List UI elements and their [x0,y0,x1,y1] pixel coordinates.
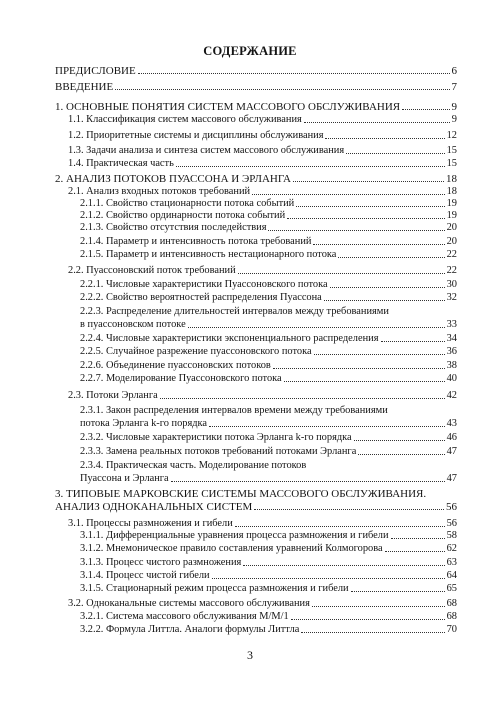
dot-leader [402,109,449,110]
dot-leader [171,481,445,482]
toc-entry[interactable] [55,101,457,113]
dot-leader [324,300,445,301]
toc-entry[interactable] [80,611,457,623]
dot-leader [209,426,445,427]
toc-entry-title: ПРЕДИСЛОВИЕ [55,65,136,77]
toc-page-number: 58 [446,530,457,541]
toc-page-number: 19 [446,210,457,221]
dot-leader [254,509,444,510]
dot-leader [385,551,445,552]
dot-leader [354,440,445,441]
toc-entry-title: 1. ОСНОВНЫЕ ПОНЯТИЯ СИСТЕМ МАССОВОГО ОБСЛУЖИВАНИЯ [55,101,401,113]
toc-page-number: 22 [446,265,457,276]
toc-entry[interactable] [80,279,457,291]
toc-entry[interactable] [68,186,457,198]
toc-entry-title: 2.1.3. Свойство отсутствия последействия [80,222,267,233]
dot-leader [314,354,445,355]
dot-leader [291,619,445,620]
toc-entry[interactable] [68,145,457,157]
toc-entry-continuation: в пуассоновском потоке [80,319,186,330]
toc-entry-title: 1.3. Задачи анализа и синтеза систем массового обслуживания [68,145,345,156]
toc-entry[interactable] [68,158,457,170]
toc-entry[interactable] [80,210,457,222]
toc-entry[interactable] [68,130,457,142]
dot-leader [115,89,449,90]
toc-entry[interactable] [55,173,457,185]
toc-entry[interactable] [80,333,457,345]
dot-leader [273,368,445,369]
toc-page-number: 33 [446,319,457,330]
toc-page-number: 12 [446,130,457,141]
toc-entry-title: 2.1.4. Параметр и интенсивность потока требований [80,236,312,247]
toc-page-number: 18 [446,186,457,197]
dot-leader [160,398,445,399]
dot-leader [312,606,445,607]
toc-page-number: 36 [446,346,457,357]
toc-page-number: 20 [446,222,457,233]
toc-entry-title: 1.4. Практическая часть [68,158,174,169]
toc-entry[interactable] [80,292,457,304]
toc-entry-continuation: Пуассона и Эрланга [80,473,169,484]
dot-leader [138,73,450,74]
dot-leader [252,194,445,195]
toc-page-number: 70 [446,624,457,635]
toc-page-number: 64 [446,570,457,581]
toc-entry[interactable] [68,598,457,610]
toc-entry[interactable] [80,373,457,385]
toc-entry-title: 2.1.5. Параметр и интенсивность нестационарного потока [80,249,337,260]
toc-entry[interactable] [80,583,457,595]
toc-entry[interactable] [80,530,457,542]
toc-entry[interactable] [80,557,457,569]
toc-entry[interactable] [55,81,457,93]
toc-page-number: 68 [446,611,457,622]
toc-page-number: 6 [451,65,457,77]
toc-entry-title: 3.1.4. Процесс чистой гибели [80,570,210,581]
dot-leader [391,538,445,539]
toc-page-number: 42 [446,390,457,401]
dot-leader [346,153,444,154]
toc-entry-title: 2.2.2. Свойство вероятностей распределения Пуассона [80,292,322,303]
dot-leader [287,218,444,219]
toc-page-number: 63 [446,557,457,568]
toc-entry-title: 2.2.5. Случайное разрежение пуассоновского потока [80,346,312,357]
toc-entry-title: 2.3.1. Закон распределения интервалов времени между требованиями [80,405,388,416]
toc-entry-title: 2.1.1. Свойство стационарности потока событий [80,198,295,209]
toc-entry[interactable] [80,418,457,430]
toc-entry-title: 2.2.4. Числовые характеристики экспоненциального распределения [80,333,379,344]
dot-leader [338,257,444,258]
toc-entry-title: 2.3.2. Числовые характеристики потока Эрланга k-го порядка [80,432,352,443]
toc-entry-title: 2.2. Пуассоновский поток требований [68,265,236,276]
toc-entry-continuation: АНАЛИЗ ОДНОКАНАЛЬНЫХ СИСТЕМ [55,501,253,513]
toc-entry-title: 3. ТИПОВЫЕ МАРКОВСКИЕ СИСТЕМЫ МАССОВОГО ОБСЛУЖИВАНИЯ. [55,488,427,500]
dot-leader [284,381,445,382]
toc-entry[interactable] [55,501,457,513]
dot-leader [176,166,445,167]
toc-entry-title: 2. АНАЛИЗ ПОТОКОВ ПУАССОНА И ЭРЛАНГА [55,173,291,185]
toc-page-number: 19 [446,198,457,209]
dot-leader [351,591,445,592]
dot-leader [304,122,450,123]
toc-entry-title: 3.2. Одноканальные системы массового обслуживания [68,598,310,609]
toc-page-number: 32 [446,292,457,303]
toc-page-number: 47 [446,446,457,457]
toc-entry-title: 1.2. Приоритетные системы и дисциплины обслуживания [68,130,324,141]
toc-entry[interactable] [68,390,457,402]
toc-entry[interactable] [80,198,457,210]
toc-page-number: 38 [446,360,457,371]
toc-entry[interactable] [80,473,457,485]
toc-entry[interactable] [80,222,457,234]
toc-page-number: 22 [446,249,457,260]
toc-entry[interactable] [80,570,457,582]
toc-entry-title: 3.2.1. Система массового обслуживания М/М/1 [80,611,289,622]
page-number: 3 [247,648,253,662]
toc-page-number: 7 [451,81,457,93]
toc-entry-title: 3.2.2. Формула Литтла. Аналоги формулы Литтла [80,624,300,635]
toc-page-number: 15 [446,158,457,169]
toc-entry[interactable] [68,518,457,530]
toc-page-number: 18 [446,173,457,185]
toc-page-number: 9 [451,101,457,113]
toc-page-number: 62 [446,543,457,554]
toc-entry[interactable] [80,432,457,444]
toc-entry-title: 2.2.6. Объединение пуассоновских потоков [80,360,271,371]
dot-leader [296,206,444,207]
dot-leader [330,287,445,288]
page-title: СОДЕРЖАНИЕ [203,44,297,58]
toc-entry-title: 3.1.2. Мнемоническое правило составления уравнений Колмогорова [80,543,383,554]
dot-leader [293,181,444,182]
toc-page-number: 30 [446,279,457,290]
toc-entry-title: 3.1.3. Процесс чистого размножения [80,557,242,568]
dot-leader [235,526,445,527]
toc-entry-title: 3.1. Процессы размножения и гибели [68,518,233,529]
toc-entry-title: ВВЕДЕНИЕ [55,81,114,93]
toc-page-number: 65 [446,583,457,594]
toc-entry[interactable] [68,265,457,277]
toc-page-number: 34 [446,333,457,344]
toc-entry[interactable] [55,65,457,77]
toc-page-number: 47 [446,473,457,484]
toc-entry[interactable] [80,236,457,248]
dot-leader [238,273,445,274]
toc-entry[interactable] [80,543,457,555]
dot-leader [325,138,444,139]
toc-page-number: 40 [446,373,457,384]
toc-entry-title: 2.3. Потоки Эрланга [68,390,158,401]
toc-entry-title: 2.2.1. Числовые характеристики Пуассоновского потока [80,279,328,290]
toc-page-number: 56 [446,518,457,529]
toc-entry[interactable] [80,360,457,372]
toc-entry-title: 2.3.3. Замена реальных потоков требований потоками Эрланга [80,446,357,457]
dot-leader [381,341,445,342]
toc-entry[interactable] [80,249,457,261]
dot-leader [188,327,445,328]
dot-leader [358,454,444,455]
toc-page-number: 46 [446,432,457,443]
toc-entry-title: 3.1.5. Стационарный режим процесса размножения и гибели [80,583,349,594]
toc-entry-title: 2.2.3. Распределение длительностей интервалов между требованиями [80,306,389,317]
toc-page-number: 20 [446,236,457,247]
toc-page-number: 56 [446,501,457,513]
toc-entry-title: 1.1. Классификация систем массового обслуживания [68,114,302,125]
toc-entry-title: 2.1. Анализ входных потоков требований [68,186,251,197]
toc-entry[interactable] [80,624,457,636]
toc-entry-title: 2.1.2. Свойство ординарности потока событий [80,210,286,221]
toc-entry-title: 2.2.7. Моделирование Пуассоновского потока [80,373,282,384]
toc-entry[interactable] [68,114,457,126]
toc-entry[interactable] [80,346,457,358]
dot-leader [301,632,444,633]
dot-leader [268,230,444,231]
toc-entry[interactable] [80,446,457,458]
toc-entry-continuation: потока Эрланга k-го порядка [80,418,208,429]
dot-leader [212,578,445,579]
toc-entry-title: 3.1.1. Дифференциальные уравнения процесса размножения и гибели [80,530,389,541]
toc-entry-title: 2.3.4. Практическая часть. Моделирование потоков [80,460,307,471]
toc-page-number: 68 [446,598,457,609]
dot-leader [313,244,444,245]
toc-page-number: 43 [446,418,457,429]
toc-entry[interactable] [80,319,457,331]
dot-leader [243,565,444,566]
toc-page-number: 15 [446,145,457,156]
toc-page-number: 9 [451,114,457,125]
